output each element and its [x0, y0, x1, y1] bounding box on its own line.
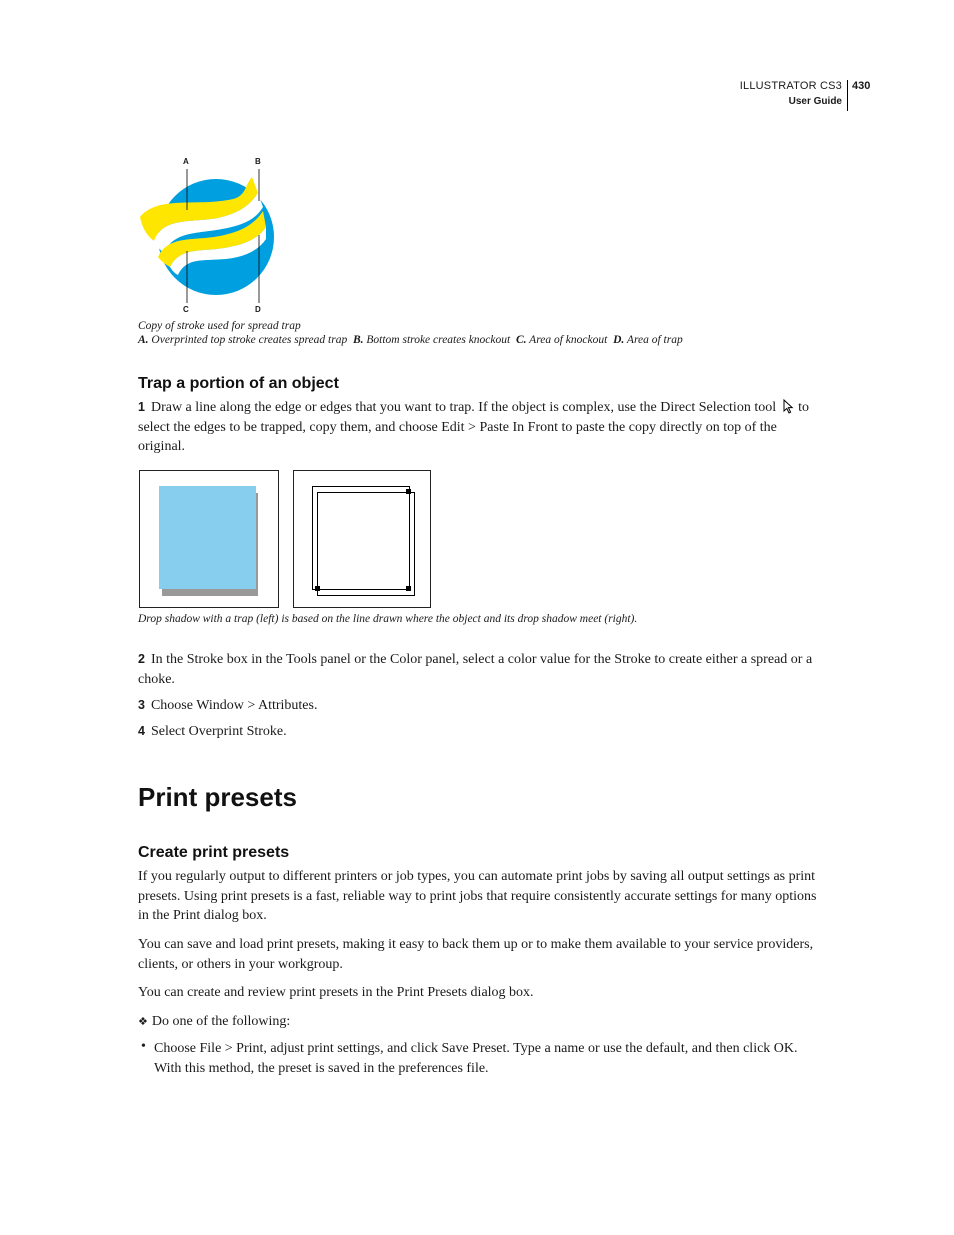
bullet-icon: • — [141, 1039, 146, 1054]
step-4 — [138, 722, 818, 742]
legend-text-b: Bottom stroke creates knockout — [366, 334, 511, 346]
legend-text-c: Area of knockout — [529, 334, 608, 346]
step-4-text: Select Overprint Stroke. — [150, 724, 287, 739]
subheading-create-print-presets: Create print presets — [138, 844, 290, 861]
section-heading-trap: Trap a portion of an object — [138, 375, 339, 392]
figure-drop-shadow-right — [293, 470, 431, 608]
figure-stroke-trap — [138, 155, 283, 317]
figure-2-caption: Drop shadow with a trap (left) is based on the line drawn where the object and its drop shadow meet (right). — [138, 613, 638, 625]
figure-label-c: C — [183, 305, 189, 314]
running-header-product: ILLUSTRATOR CS3 — [739, 80, 842, 92]
step-1 — [138, 398, 818, 457]
step-3-number: 3 — [138, 698, 145, 712]
step-1-number: 1 — [138, 400, 145, 414]
anchor-point-bottom-left — [315, 586, 320, 591]
bullet-item-1: Choose File > Print, adjust print settings, and click Save Preset. Type a name or use the default, and then click OK. With this method, the preset is saved in the preferences file. — [154, 1041, 798, 1076]
legend-key-c: C. — [515, 334, 527, 346]
figure-drop-shadow-left — [139, 470, 279, 608]
paragraph-2: You can save and load print presets, making it easy to back them up or to make them available to your service providers, clients, or others in your workgroup. — [138, 937, 814, 972]
legend-key-b: B. — [352, 334, 364, 346]
instruction-line — [138, 1012, 818, 1032]
step-1-text-continued: to select the edges to be trapped, copy them, and choose Edit > Paste In Front to paste the copy directly on top of the original. — [138, 400, 809, 454]
figure-label-a: A — [183, 157, 189, 166]
step-1-text: Draw a line along the edge or edges that you want to trap. If the object is complex, use the Direct Selection tool — [150, 400, 777, 415]
step-2-number: 2 — [138, 652, 145, 666]
running-header-guide: User Guide — [788, 96, 842, 107]
anchor-point-top — [406, 489, 411, 494]
page-number: 430 — [852, 80, 871, 92]
figure-caption-title: Copy of stroke used for spread trap — [138, 320, 301, 332]
blue-square — [159, 486, 256, 589]
paragraph-3: You can create and review print presets in the Print Presets dialog box. — [138, 985, 534, 1000]
instruction-text: Do one of the following: — [151, 1014, 291, 1029]
shadow-outline — [318, 493, 415, 596]
step-3 — [138, 696, 818, 716]
legend-key-a: A. — [138, 334, 149, 346]
figure-label-d: D — [255, 305, 261, 314]
figure-caption-legend — [138, 333, 818, 347]
step-2 — [138, 650, 818, 689]
stroke-trap-illustration — [138, 155, 283, 317]
legend-key-d: D. — [613, 334, 625, 346]
step-4-number: 4 — [138, 724, 145, 738]
object-outline — [313, 487, 410, 590]
header-divider — [847, 80, 848, 111]
paragraph-1: If you regularly output to different printers or job types, you can automate print jobs by saving all output settings as print presets. Using print presets is a fast, reliable way to print jobs that require consistently accurate settings for many options in the Print dialog box. — [138, 869, 817, 923]
step-2-text: In the Stroke box in the Tools panel or the Color panel, select a color value for the Stroke to create either a spread or a choke. — [138, 652, 813, 687]
legend-text-d: Area of trap — [626, 334, 683, 346]
trap-outline-illustration — [294, 471, 430, 607]
anchor-point-bottom-right — [406, 586, 411, 591]
direct-selection-arrow-icon — [783, 399, 794, 414]
step-3-text: Choose Window > Attributes. — [150, 698, 318, 713]
figure-label-b: B — [255, 157, 261, 166]
instruction-mark-icon: ❖ — [138, 1015, 148, 1028]
legend-text-a: Overprinted top stroke creates spread trap — [151, 334, 348, 346]
section-title-print-presets: Print presets — [138, 782, 297, 812]
